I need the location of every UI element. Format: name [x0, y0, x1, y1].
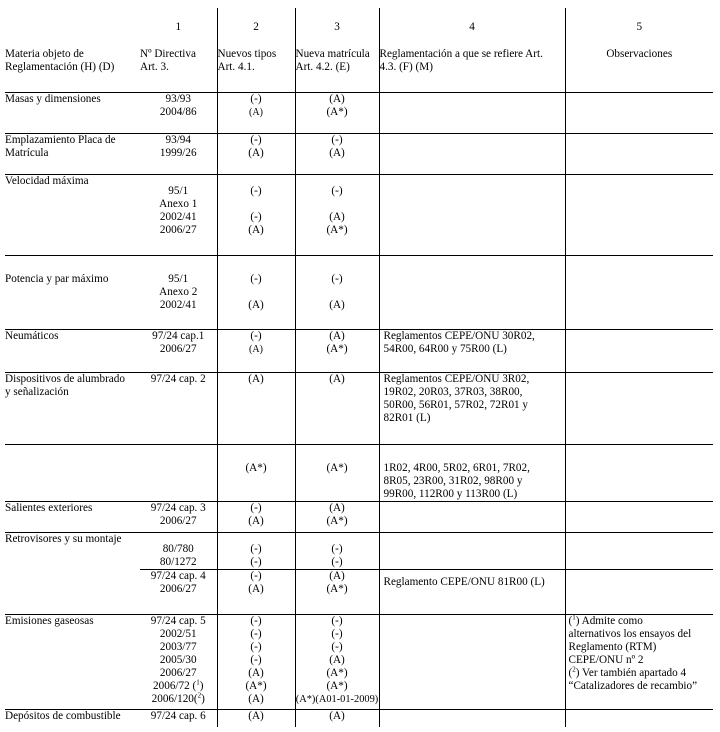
cell-directiva: 2004/86 [159, 105, 197, 118]
column-number-4: 4 [469, 21, 475, 33]
cell-matricula: (A) [329, 210, 345, 223]
cell-reglamentacion: Reglamentos CEPE/ONU 3R02, [383, 372, 530, 385]
cell-tipos: (A) [248, 514, 264, 527]
cell-materia: Masas y dimensiones [5, 92, 101, 105]
cell-materia: Salientes exteriores [5, 501, 93, 514]
cell-directiva: 97/24 cap.1 [152, 329, 205, 342]
cell-directiva: 95/1 [168, 184, 189, 197]
table-row-alumbrado-cont [5, 444, 713, 501]
cell-materia: Emplazamiento Placa de [5, 133, 116, 146]
header-directiva-line2: Art. 3. [140, 61, 169, 73]
header-nuevos-tipos-line1: Nuevos tipos [217, 48, 277, 60]
cell-tipos: (A) [248, 146, 264, 159]
cell-matricula: (-) [331, 184, 343, 197]
cell-directiva: 97/24 cap. 2 [150, 372, 206, 385]
cell-matricula: (A) [329, 146, 345, 159]
cell-matricula: (A) [329, 569, 345, 582]
header-row [5, 8, 713, 92]
cell-matricula: (-) [331, 555, 343, 568]
cell-materia: Velocidad máxima [5, 174, 89, 187]
footnote-ref: 1 [196, 677, 200, 686]
cell-matricula: (A*) [326, 514, 348, 527]
footnote-number: 2 [572, 664, 576, 673]
cell-matricula: (A) [329, 329, 345, 342]
regulation-table [5, 8, 713, 727]
cell-directiva: 2006/27 [159, 582, 197, 595]
observation-text: ) Ver también apartado 4 [575, 666, 687, 679]
cell-materia: Neumáticos [5, 329, 59, 342]
table-row-masas [5, 92, 713, 133]
cell-directiva: Anexo 1 [159, 197, 198, 210]
cell-matricula: (A) [329, 372, 345, 385]
cell-reglamentacion: 54R00, 64R00 y 75R00 (L) [383, 342, 507, 355]
cell-materia: Emisiones gaseosas [5, 614, 94, 627]
header-directiva-line1: Nº Directiva [140, 48, 196, 60]
cell-directiva: 2006/27 [159, 342, 197, 355]
cell-matricula: (-) [331, 542, 343, 555]
table-row-neumaticos [5, 329, 713, 372]
cell-tipos: (-) [250, 501, 262, 514]
cell-matricula: (A*) [326, 342, 348, 355]
cell-matricula: (A*) [326, 461, 348, 474]
cell-tipos: (A) [249, 106, 263, 118]
cell-directiva: 97/24 cap. 4 [150, 569, 206, 582]
cell-materia: Potencia y par máximo [5, 272, 109, 285]
cell-tipos: (-) [250, 329, 262, 342]
cell-tipos: (A) [248, 298, 264, 311]
cell-matricula: (A) [329, 501, 345, 514]
header-directiva [140, 8, 217, 92]
cell-reglamentacion: Reglamentos CEPE/ONU 30R02, [383, 329, 535, 342]
table-row-salientes [5, 501, 713, 532]
cell-tipos [218, 286, 295, 299]
table-row-potencia [5, 255, 713, 329]
cell-reglamentacion: 50R00, 56R01, 57R02, 72R01 y [383, 398, 529, 411]
cell-tipos: (-) [250, 614, 262, 627]
cell-tipos: (A) [248, 582, 264, 595]
column-number-1: 1 [175, 21, 182, 33]
cell-directiva: 2002/51 [159, 627, 197, 640]
header-reglamentacion-line2: 4.3. (F) (M) [379, 61, 433, 73]
cell-tipos: (A) [249, 343, 263, 355]
cell-directiva: 2006/27 [159, 223, 197, 236]
cell-tipos: (A) [248, 666, 264, 679]
header-materia-line2: Reglamentación (H) (D) [5, 61, 115, 73]
cell-materia: Dispositivos de alumbrado [5, 372, 125, 385]
observation-text: CEPE/ONU nº 2 [568, 653, 644, 666]
cell-matricula: (-) [331, 640, 343, 653]
cell-materia: Depósitos de combustible [5, 709, 121, 722]
cell-matricula: (-) [331, 627, 343, 640]
header-nueva-matricula-line2: Art. 4.2. (E) [295, 61, 350, 73]
observation-text: Reglamento (RTM) [568, 640, 657, 653]
cell-tipos [218, 198, 295, 211]
cell-materia: Matrícula [5, 146, 49, 159]
column-number-5: 5 [636, 21, 643, 33]
cell-matricula: (A) [329, 709, 345, 722]
cell-directiva: 97/24 cap. 6 [150, 709, 206, 722]
cell-tipos: (-) [250, 542, 262, 555]
cell-directiva: 97/24 cap. 3 [150, 501, 206, 514]
cell-directiva: 95/1 [168, 272, 189, 285]
cell-matricula: (A*) [326, 223, 348, 236]
cell-directiva: 93/93 [165, 92, 191, 105]
header-nueva-matricula-line1: Nueva matrícula [295, 48, 370, 60]
observation-text: “Catalizadores de recambio” [568, 679, 698, 692]
cell-tipos: (-) [250, 653, 262, 666]
cell-materia: y señalización [5, 385, 69, 398]
cell-directiva: 80/1272 [159, 555, 197, 568]
cell-matricula [296, 286, 379, 299]
cell-matricula: (A*) [326, 582, 348, 595]
cell-tipos: (-) [250, 640, 262, 653]
observation-text: ) Admite como [575, 614, 643, 627]
header-reglamentacion-line1: Reglamentación a que se refiere Art. [379, 48, 543, 60]
header-materia [5, 8, 140, 92]
cell-reglamentacion: 82R01 (L) [383, 411, 431, 424]
header-reglamentacion [379, 8, 565, 92]
cell-matricula: (A) [329, 653, 345, 666]
cell-reglamentacion: 99R00, 112R00 y 113R00 (L) [383, 487, 518, 500]
cell-matricula: (-) [331, 614, 343, 627]
cell-directiva: 2003/77 [159, 640, 197, 653]
header-nuevos-tipos-line2: Art. 4.1. [217, 61, 255, 73]
cell-tipos: (A) [248, 692, 264, 705]
cell-directiva: 2006/72 ( [153, 679, 197, 692]
table-row-velocidad [5, 174, 713, 255]
header-observaciones-label: Observaciones [606, 48, 673, 60]
cell-directiva: 2006/120( [151, 692, 198, 705]
cell-matricula: (A*)(A01-01-2009) [295, 693, 379, 705]
cell-tipos: (A*) [245, 461, 267, 474]
cell-directiva: 2005/30 [159, 653, 197, 666]
cell-tipos: (-) [250, 133, 262, 146]
cell-reglamentacion: 19R02, 20R03, 37R03, 38R00, [383, 385, 523, 398]
table-row-emisiones: Emisiones gaseosas 97/24 cap. 5 2002/51 2003/77 2005/30 2006/27 2006/72 ($^1$) 2006/120($^2$) (-) (-) (-) (-) (A) (A*) (A) (-) (-) (-) (A) (A*) (A*) (A*)(A01-01-2009) ($^1$) Admite como alternativos los ensayos del Reglamento (RTM) CEPE/ONU nº 2 ($^2$) Ver también apartado 4 “Catalizadores de recambio” [5, 614, 713, 709]
cell-tipos: (-) [250, 184, 262, 197]
cell-directiva: 97/24 cap. 5 [150, 614, 206, 627]
cell-matricula: (A) [329, 298, 345, 311]
cell-tipos: (A*) [245, 679, 267, 692]
observation-text: alternativos los ensayos del [568, 627, 692, 640]
cell-directiva: 80/780 [162, 542, 194, 555]
header-nuevos-tipos [217, 8, 295, 92]
cell-tipos: (A) [248, 709, 264, 722]
cell-tipos: (-) [250, 555, 262, 568]
header-observaciones [565, 8, 713, 92]
cell-directiva: Anexo 2 [159, 285, 198, 298]
cell-directiva: 2002/41 [159, 210, 197, 223]
column-number-2: 2 [253, 21, 259, 33]
column-number-3: 3 [334, 21, 340, 33]
table-row-retrovisores-cont [5, 569, 713, 614]
cell-directiva: 2002/41 [159, 298, 197, 311]
cell-tipos: (A) [248, 223, 264, 236]
cell-matricula: (A*) [326, 105, 348, 118]
cell-matricula: (A*) [326, 666, 348, 679]
cell-matricula: (-) [331, 133, 343, 146]
cell-directiva: 2006/27 [159, 666, 197, 679]
cell-reglamentacion: Reglamento CEPE/ONU 81R00 (L) [383, 575, 545, 588]
header-materia-line1: Materia objeto de [5, 48, 84, 60]
cell-matricula: (A) [329, 92, 345, 105]
table-row-alumbrado [5, 372, 713, 444]
footnote-ref: 2 [197, 690, 202, 699]
table-row-retrovisores [5, 532, 713, 569]
cell-materia: Retrovisores y su montaje [5, 532, 122, 545]
cell-tipos: (-) [250, 627, 262, 640]
cell-tipos: (A) [248, 372, 264, 385]
table-row-placa [5, 133, 713, 174]
cell-directiva: 93/94 [165, 133, 191, 146]
cell-tipos: (-) [250, 272, 262, 285]
cell-reglamentacion: 1R02, 4R00, 5R02, 6R01, 7R02, [383, 461, 530, 474]
cell-matricula [296, 198, 379, 211]
cell-directiva: 2006/27 [159, 514, 197, 527]
cell-matricula: (A*) [326, 679, 348, 692]
footnote-number: 1 [572, 612, 576, 621]
cell-reglamentacion: 8R05, 23R00, 31R02, 98R00 y [383, 474, 523, 487]
cell-tipos: (-) [250, 569, 262, 582]
cell-matricula: (-) [331, 272, 343, 285]
cell-tipos: (-) [250, 92, 262, 105]
cell-tipos: (-) [250, 210, 262, 223]
table-row-deposito [5, 709, 713, 727]
header-nueva-matricula [295, 8, 379, 92]
cell-directiva: 1999/26 [159, 146, 197, 159]
